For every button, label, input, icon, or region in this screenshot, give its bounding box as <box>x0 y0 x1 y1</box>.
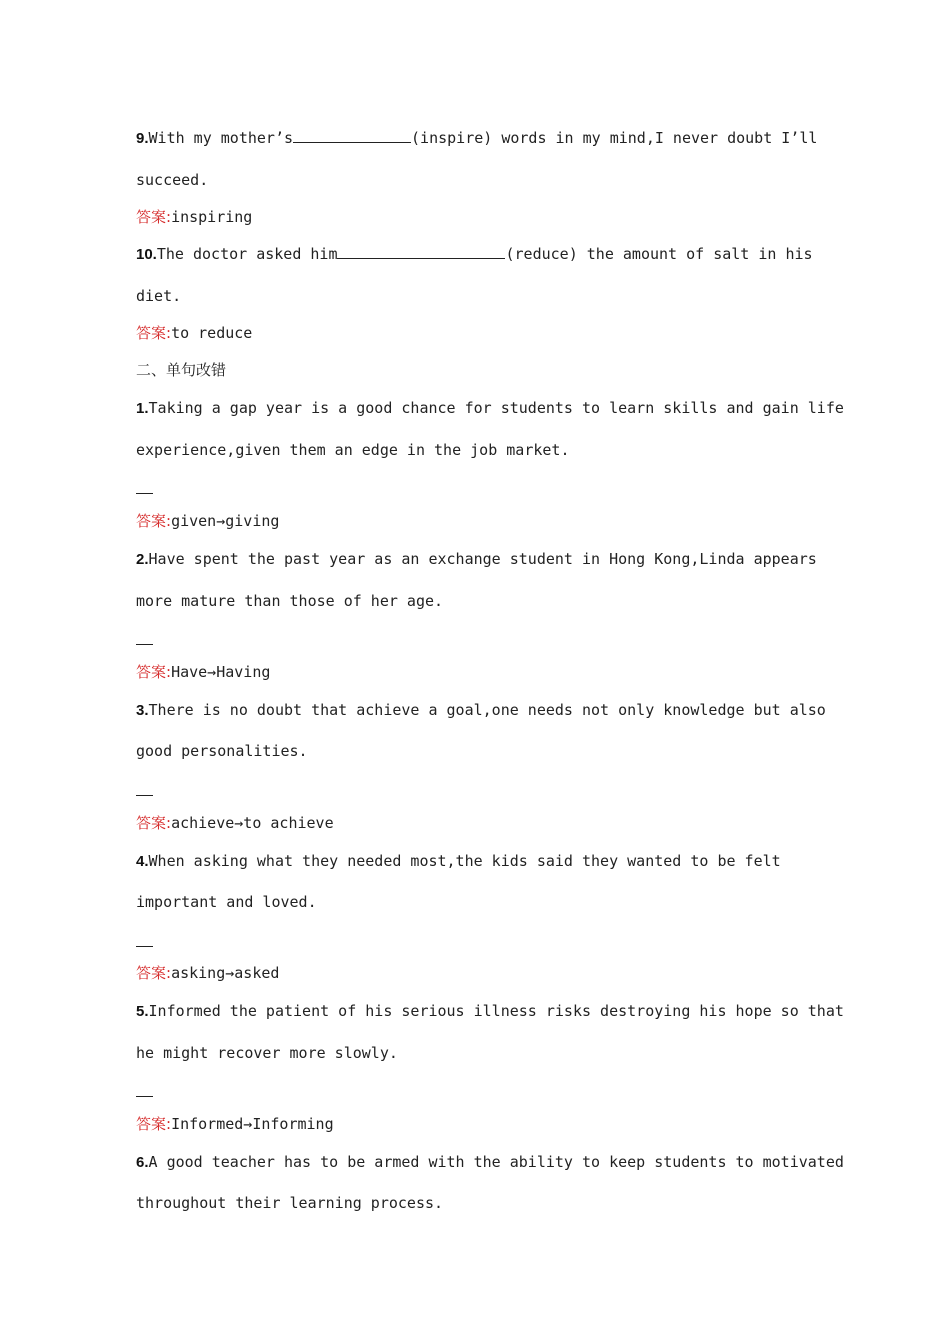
question-number: 6. <box>136 1154 149 1171</box>
answer-dash <box>136 644 153 645</box>
answer-dash <box>136 946 153 947</box>
question-number: 3. <box>136 702 149 719</box>
answer-c5 <box>136 1114 816 1134</box>
answer-dash <box>136 493 153 494</box>
answer-9 <box>136 207 816 227</box>
answer-label: 答案: <box>136 1115 172 1133</box>
question-number: 5. <box>136 1003 149 1020</box>
question-text: The doctor asked him <box>156 245 338 263</box>
question-text: (reduce) the amount of salt in his <box>505 245 813 263</box>
answer-label: 答案: <box>136 663 172 681</box>
answer-label: 答案: <box>136 208 172 226</box>
question-number: 2. <box>136 551 149 568</box>
answer-text: achieve→to achieve <box>171 814 334 832</box>
correction-3-line-2: good personalities. <box>136 742 308 760</box>
question-9-line-1 <box>136 128 816 149</box>
question-text: A good teacher has to be armed with the ability to keep students to motivated <box>148 1153 844 1171</box>
answer-text: Have→Having <box>171 663 271 681</box>
question-text: When asking what they needed most,the kids said they wanted to be felt <box>148 852 781 870</box>
question-number: 9. <box>136 130 149 147</box>
answer-label: 答案: <box>136 512 172 530</box>
correction-2-line-1 <box>136 549 816 570</box>
question-9-line-2: succeed. <box>136 171 209 189</box>
answer-blank <box>337 244 505 259</box>
answer-10 <box>136 323 816 343</box>
correction-4-line-2: important and loved. <box>136 893 317 911</box>
answer-c1 <box>136 511 816 531</box>
answer-dash <box>136 795 153 796</box>
correction-2-line-2: more mature than those of her age. <box>136 592 444 610</box>
answer-text: asking→asked <box>171 964 280 982</box>
correction-5-line-2: he might recover more slowly. <box>136 1044 398 1062</box>
answer-c3 <box>136 813 816 833</box>
correction-1-line-2: experience,given them an edge in the job market. <box>136 441 570 459</box>
question-number: 1. <box>136 400 149 417</box>
section-title: 二、单句改错 <box>136 361 227 379</box>
answer-label: 答案: <box>136 814 172 832</box>
correction-1-line-1 <box>136 398 844 419</box>
answer-text: Informed→Informing <box>171 1115 334 1133</box>
question-text: Have spent the past year as an exchange student in Hong Kong,Linda appears <box>148 550 817 568</box>
correction-6-line-2: throughout their learning process. <box>136 1194 444 1212</box>
question-10-line-1 <box>136 244 816 265</box>
correction-5-line-1 <box>136 1001 844 1022</box>
correction-4-line-1 <box>136 851 816 872</box>
answer-blank <box>293 128 411 143</box>
correction-3-line-1 <box>136 700 826 721</box>
question-text: There is no doubt that achieve a goal,one needs not only knowledge but also <box>148 701 826 719</box>
question-number: 4. <box>136 853 149 870</box>
answer-label: 答案: <box>136 964 172 982</box>
answer-label: 答案: <box>136 324 172 342</box>
answer-c4 <box>136 963 816 983</box>
question-10-line-2: diet. <box>136 287 182 305</box>
question-text: (inspire) words in my mind,I never doubt I’ll <box>411 129 818 147</box>
answer-text: to reduce <box>171 324 253 342</box>
answer-c2 <box>136 662 816 682</box>
question-text: Taking a gap year is a good chance for students to learn skills and gain life <box>148 399 844 417</box>
answer-text: given→giving <box>171 512 280 530</box>
correction-6-line-1 <box>136 1152 844 1173</box>
question-text: With my mother’s <box>148 129 294 147</box>
question-number: 10. <box>136 246 157 263</box>
question-text: Informed the patient of his serious illness risks destroying his hope so that <box>148 1002 844 1020</box>
answer-dash <box>136 1096 153 1097</box>
answer-text: inspiring <box>171 208 253 226</box>
